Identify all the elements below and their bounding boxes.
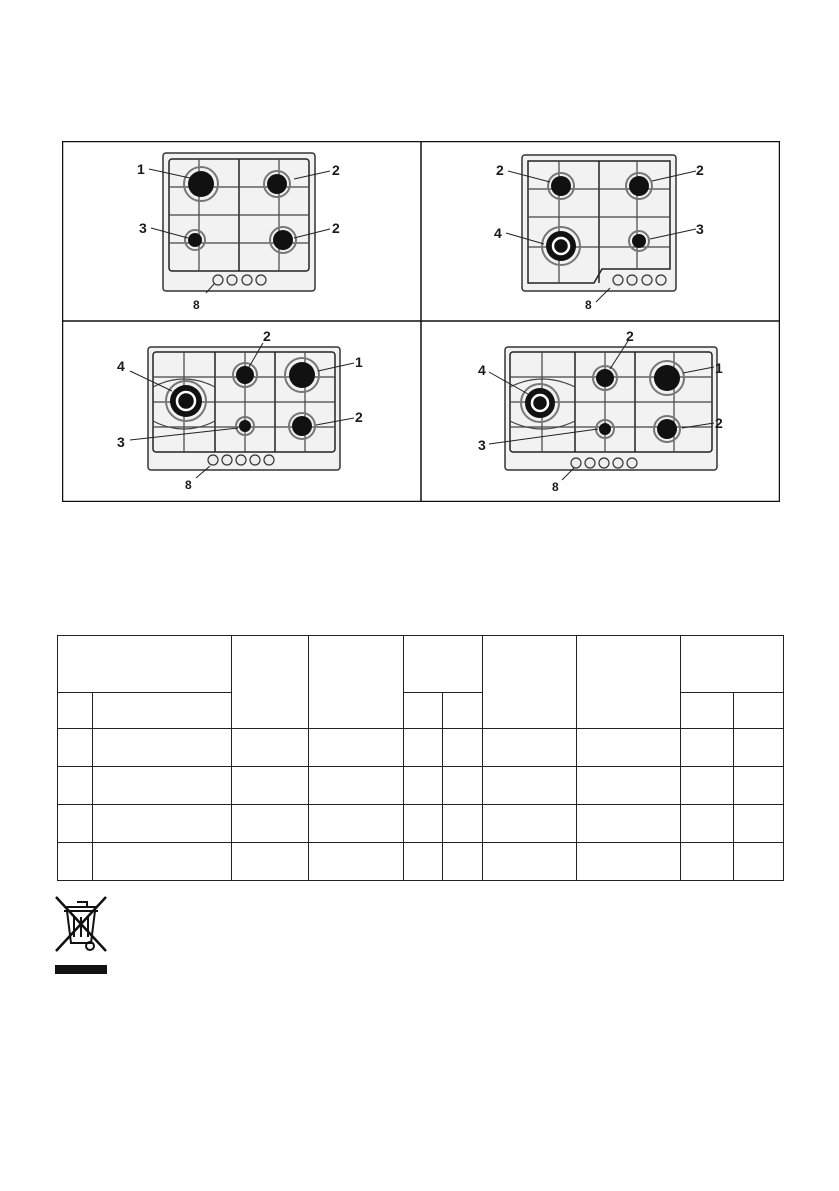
- table-cell: [232, 805, 309, 843]
- header-cell: [58, 693, 93, 729]
- burner-3: [188, 233, 202, 247]
- callout-2b: 2: [715, 415, 723, 431]
- burner-1: [654, 365, 680, 391]
- burner-2: [236, 366, 254, 384]
- table-cell: [309, 843, 404, 881]
- burner-2: [551, 176, 571, 196]
- callout-3: 3: [696, 221, 704, 237]
- callout-2b: 2: [332, 220, 340, 236]
- hob-diagram-grid: [62, 141, 780, 502]
- callout-1: 1: [137, 161, 145, 177]
- callout-3: 3: [139, 220, 147, 236]
- table-cell: [483, 843, 577, 881]
- table-cell: [443, 805, 483, 843]
- table-cell: [404, 729, 443, 767]
- table-cell: [734, 767, 784, 805]
- header-cell: [93, 693, 232, 729]
- callout-8: 8: [185, 478, 192, 492]
- callout-1: 1: [715, 360, 723, 376]
- burner-2: [596, 369, 614, 387]
- table-cell: [681, 729, 734, 767]
- hob-panel-4: [478, 328, 723, 494]
- table-cell: [483, 767, 577, 805]
- table-cell: [232, 729, 309, 767]
- crossed-out-wheelie-bin-icon: [52, 893, 112, 982]
- burner-2: [267, 174, 287, 194]
- burner-2b: [292, 416, 312, 436]
- table-cell: [734, 843, 784, 881]
- table-cell: [681, 805, 734, 843]
- callout-2: 2: [626, 328, 634, 344]
- table-cell: [577, 729, 681, 767]
- table-cell: [681, 767, 734, 805]
- table-cell: [232, 843, 309, 881]
- table-cell: [483, 729, 577, 767]
- hob-diagrams-svg: [62, 141, 780, 502]
- header-cell: [483, 636, 577, 729]
- table-cell: [58, 805, 93, 843]
- table-cell: [309, 729, 404, 767]
- header-cell: [734, 693, 784, 729]
- callout-4: 4: [478, 362, 486, 378]
- burner-2b: [273, 230, 293, 250]
- table-cell: [93, 767, 232, 805]
- table-cell: [734, 729, 784, 767]
- table-cell: [404, 767, 443, 805]
- table-cell: [577, 843, 681, 881]
- table-row: [58, 843, 784, 881]
- table-cell: [577, 805, 681, 843]
- table-cell: [681, 843, 734, 881]
- table-cell: [58, 843, 93, 881]
- table-header-row-1: [58, 636, 784, 693]
- callout-4: 4: [494, 225, 502, 241]
- callout-3: 3: [478, 437, 486, 453]
- callout-8: 8: [193, 298, 200, 312]
- header-cell: [309, 636, 404, 729]
- table-row: [58, 729, 784, 767]
- callout-2: 2: [332, 162, 340, 178]
- table-cell: [309, 767, 404, 805]
- table-cell: [483, 805, 577, 843]
- burner-2b: [629, 176, 649, 196]
- table-row: [58, 805, 784, 843]
- callout-8: 8: [585, 298, 592, 312]
- burner-1: [289, 362, 315, 388]
- header-cell: [404, 636, 483, 693]
- specification-table: [57, 635, 784, 881]
- burner-3: [632, 234, 646, 248]
- header-cell: [577, 636, 681, 729]
- callout-2b: 2: [696, 162, 704, 178]
- table-cell: [404, 805, 443, 843]
- table-cell: [93, 805, 232, 843]
- burner-3: [239, 420, 251, 432]
- table-cell: [404, 843, 443, 881]
- callout-1: 1: [355, 354, 363, 370]
- table-row: [58, 767, 784, 805]
- burner-2b: [657, 419, 677, 439]
- table-cell: [93, 729, 232, 767]
- header-cell: [58, 636, 232, 693]
- table-cell: [443, 729, 483, 767]
- table-cell: [58, 767, 93, 805]
- table-cell: [443, 767, 483, 805]
- table-cell: [93, 843, 232, 881]
- callout-2: 2: [263, 328, 271, 344]
- callout-8: 8: [552, 480, 559, 494]
- table-cell: [734, 805, 784, 843]
- header-cell: [443, 693, 483, 729]
- hob-panel-2: [494, 155, 704, 312]
- burner-3: [599, 423, 611, 435]
- callout-4: 4: [117, 358, 125, 374]
- table-cell: [443, 843, 483, 881]
- header-cell: [404, 693, 443, 729]
- header-cell: [681, 693, 734, 729]
- callout-3: 3: [117, 434, 125, 450]
- header-cell: [232, 636, 309, 729]
- table-cell: [577, 767, 681, 805]
- hob-panel-3: [117, 328, 363, 492]
- table-cell: [58, 729, 93, 767]
- callout-2b: 2: [355, 409, 363, 425]
- hob-panel-1: [137, 153, 340, 312]
- callout-2: 2: [496, 162, 504, 178]
- header-cell: [681, 636, 784, 693]
- table-cell: [232, 767, 309, 805]
- burner-1: [188, 171, 214, 197]
- table-cell: [309, 805, 404, 843]
